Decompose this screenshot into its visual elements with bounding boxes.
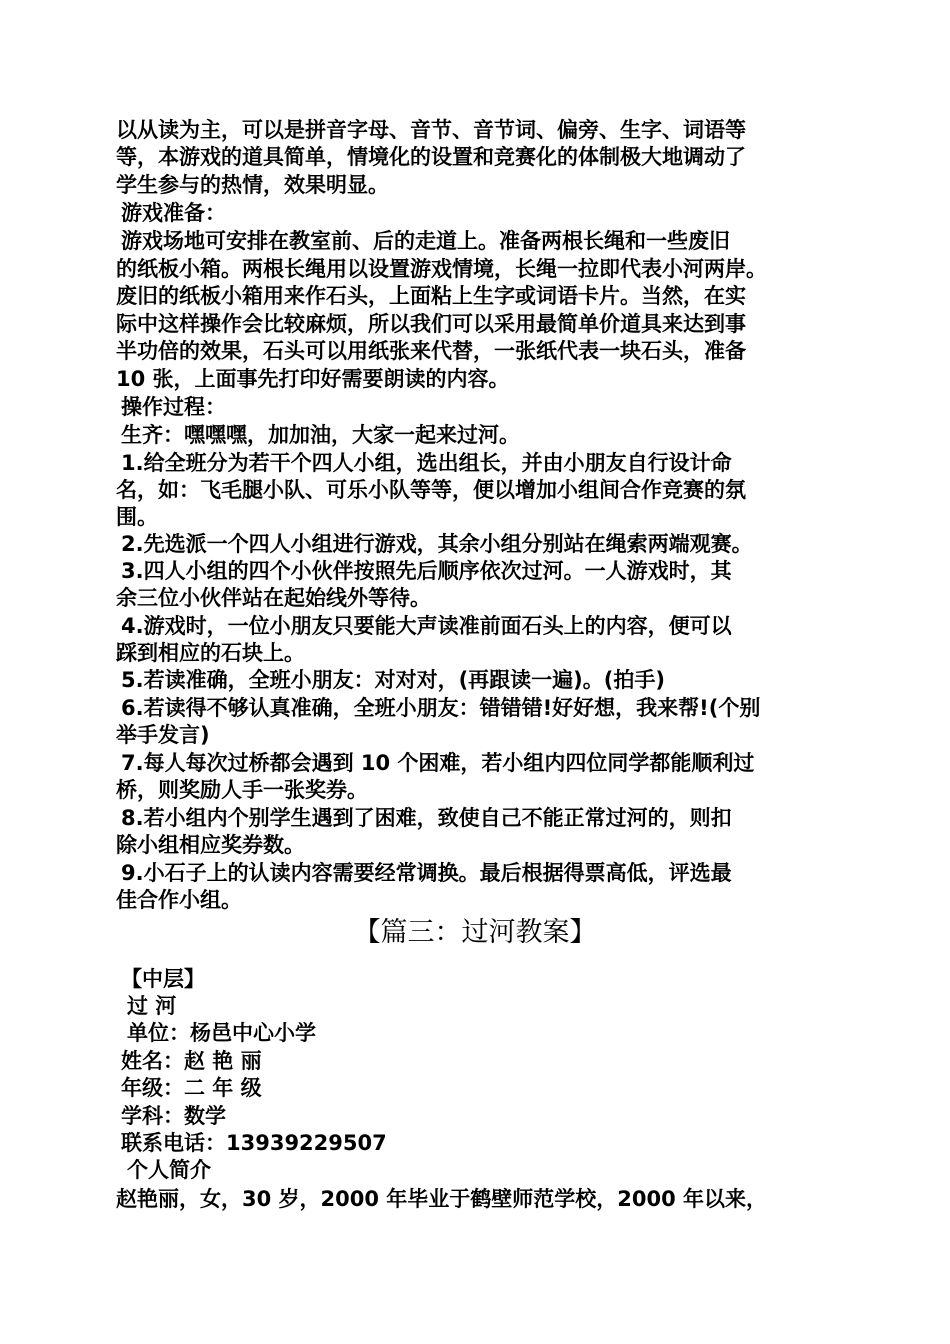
meta-level: 【中层】 bbox=[121, 967, 205, 991]
meta-grade: 年级：二 年 级 bbox=[121, 1076, 262, 1100]
step-line-7: 4.游戏时，一位小朋友只要能大声读准前面石头上的内容，便可以 bbox=[121, 614, 732, 638]
prep-line-1: 游戏场地可安排在教室前、后的走道上。准备两根长绳和一些废旧 bbox=[121, 229, 730, 253]
meta-title: 过 河 bbox=[127, 994, 177, 1018]
meta-subject: 学科：数学 bbox=[121, 1104, 226, 1128]
step-line-12: 7.每人每次过桥都会遇到 10 个困难，若小组内四位同学都能顺利过 bbox=[121, 751, 755, 775]
meta-unit: 单位：杨邑中心小学 bbox=[127, 1021, 316, 1045]
step-line-10: 6.若读得不够认真准确，全班小朋友：错错错!好好想，我来帮!(个别 bbox=[121, 696, 761, 720]
step-line-16: 9.小石子上的认读内容需要经常调换。最后根据得票高低，评选最 bbox=[121, 861, 732, 885]
step-line-11: 举手发言) bbox=[116, 723, 210, 747]
intro-line-3: 学生参与的热情，效果明显。 bbox=[116, 173, 389, 197]
step-line-15: 除小组相应奖券数。 bbox=[116, 833, 305, 857]
step-line-6: 余三位小伙伴站在起始线外等待。 bbox=[116, 586, 431, 610]
step-line-8: 踩到相应的石块上。 bbox=[116, 641, 305, 665]
prep-line-4: 际中这样操作会比较麻烦，所以我们可以采用最简单价道具来达到事 bbox=[116, 312, 746, 336]
step-line-5: 3.四人小组的四个小伙伴按照先后顺序依次过河。一人游戏时，其 bbox=[121, 559, 732, 583]
step-line-4: 2.先选派一个四人小组进行游戏，其余小组分别站在绳索两端观赛。 bbox=[121, 532, 753, 556]
prep-title: 游戏准备： bbox=[121, 201, 226, 225]
prep-line-3: 废旧的纸板小箱用来作石头，上面粘上生字或词语卡片。当然，在实 bbox=[116, 284, 746, 308]
intro-line-1: 以从读为主，可以是拼音字母、音节、音节词、偏旁、生字、词语等 bbox=[116, 118, 746, 142]
meta-profile-title: 个人简介 bbox=[127, 1158, 211, 1182]
bio-line: 赵艳丽，女，30 岁，2000 年毕业于鹤壁师范学校，2000 年以来， bbox=[116, 1187, 768, 1211]
step-line-14: 8.若小组内个别学生遇到了困难，致使自己不能正常过河的，则扣 bbox=[121, 806, 732, 830]
step-line-13: 桥，则奖励人手一张奖券。 bbox=[116, 778, 368, 802]
meta-phone: 联系电话：13939229507 bbox=[121, 1131, 387, 1155]
intro-line-2: 等，本游戏的道具简单，情境化的设置和竞赛化的体制极大地调动了 bbox=[116, 145, 746, 169]
step-line-1: 1.给全班分为若干个四人小组，选出组长，并由小朋友自行设计命 bbox=[121, 451, 732, 475]
step-line-17: 佳合作小组。 bbox=[116, 888, 242, 912]
prep-line-5: 半功倍的效果，石头可以用纸张来代替，一张纸代表一块石头，准备 bbox=[116, 339, 746, 363]
step-line-3: 围。 bbox=[116, 505, 158, 529]
prep-line-6: 10 张，上面事先打印好需要朗读的内容。 bbox=[116, 367, 510, 391]
process-title: 操作过程： bbox=[121, 395, 226, 419]
step-line-9: 5.若读准确，全班小朋友：对对对，(再跟读一遍)。(拍手) bbox=[121, 668, 665, 692]
step-line-2: 名，如：飞毛腿小队、可乐小队等等，便以增加小组间合作竞赛的氛 bbox=[116, 478, 746, 502]
chant-line: 生齐：嘿嘿嘿，加加油，大家一起来过河。 bbox=[121, 423, 520, 447]
prep-line-2: 的纸板小箱。两根长绳用以设置游戏情境，长绳一拉即代表小河两岸。 bbox=[116, 257, 767, 281]
meta-name: 姓名：赵 艳 丽 bbox=[121, 1049, 262, 1073]
section-heading: 【篇三：过河教案】 bbox=[353, 917, 597, 948]
